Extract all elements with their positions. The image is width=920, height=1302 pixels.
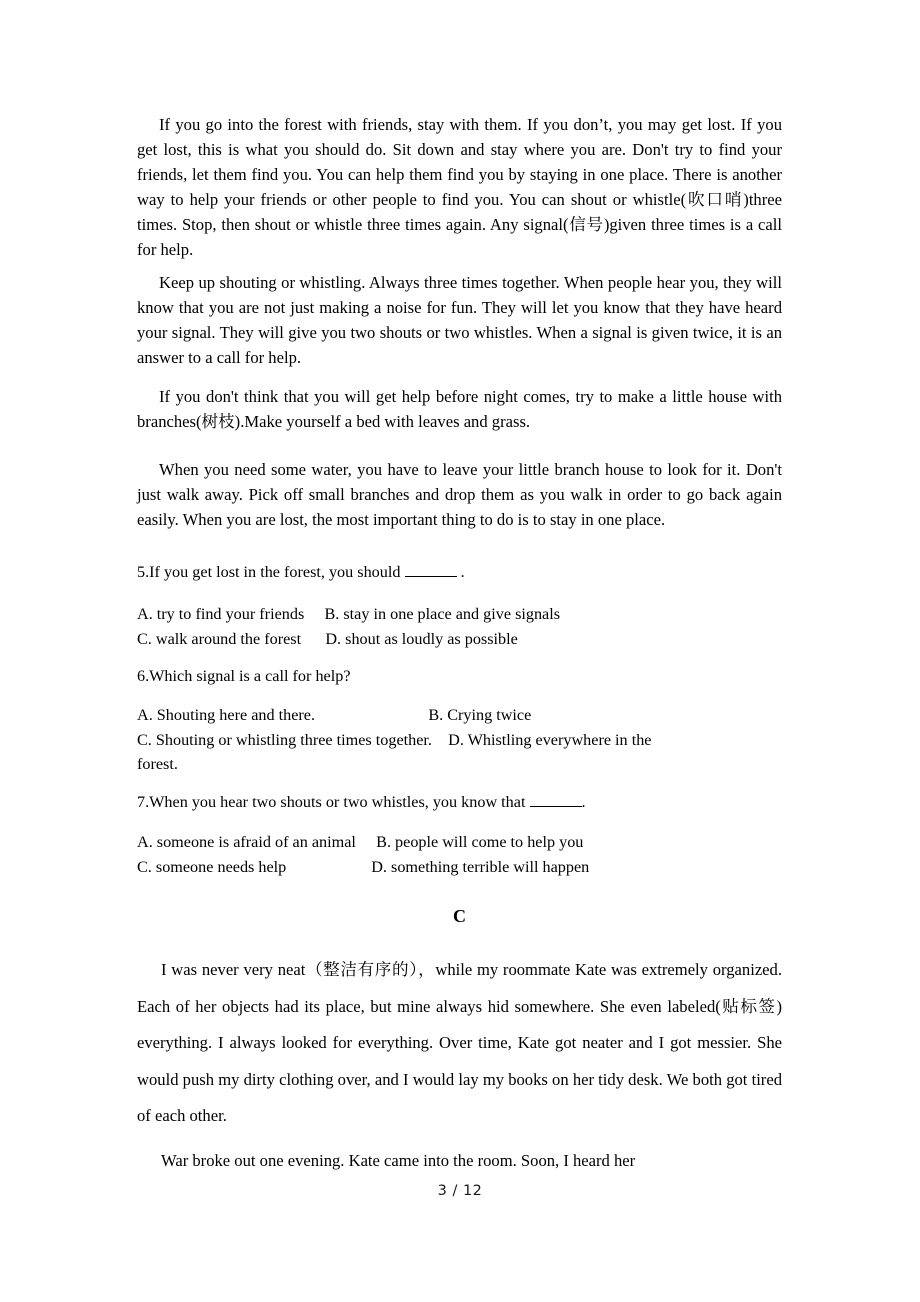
- passage-b-paragraph-3-container: [137, 384, 782, 434]
- page-footer: 3 / 12: [437, 1183, 483, 1199]
- question-6: [137, 664, 782, 688]
- section-heading-container: [137, 904, 782, 928]
- question-7-stem-tail: .: [581, 793, 586, 811]
- passage-b-paragraph-4: When you need some water, you have to leave your little branch house to look for it. Don't just walk away. Pick off small branches and drop them as you walk in order to go back again easily. When you are lost, the most important thing to do is to stay in one place.: [137, 460, 782, 530]
- question-5-options-line-2[interactable]: C. walk around the forest D. shout as loudly as possible: [137, 629, 518, 648]
- document-page: [137, 0, 782, 1302]
- question-5-stem-tail: .: [456, 563, 465, 581]
- section-heading-c: C: [453, 906, 466, 926]
- passage-b-paragraph-2-container: [137, 270, 782, 370]
- passage-b-paragraph-1: If you go into the forest with friends, stay with them. If you don’t, you may get lost. If you get lost, this is what you should do. Sit down and stay where you are. Don't try to find your friends, let them find you. You can help them find you by staying in one place. There is another way to help your friends or other people to find you. You can shout or whistle(吹口哨)three times. Stop, then shout or whistle three times again. Any signal(信号)given three times is a call for help.: [137, 115, 782, 260]
- question-5-answer-blank[interactable]: [405, 563, 457, 577]
- question-6-options-line-1[interactable]: A. Shouting here and there. B. Crying twice: [137, 706, 532, 724]
- question-7-stem-text: 7.When you hear two shouts or two whistles, you know that: [137, 793, 530, 811]
- passage-c-paragraph-1-container: [137, 952, 782, 1135]
- question-7: [137, 790, 782, 814]
- question-7-answer-blank[interactable]: [530, 793, 582, 807]
- question-6-options-line-2[interactable]: C. Shouting or whistling three times together. D. Whistling everywhere in the: [137, 730, 652, 749]
- question-7-options-line-1[interactable]: A. someone is afraid of an animal B. people will come to help you: [137, 833, 584, 851]
- question-7-options: [137, 830, 782, 879]
- question-6-options-line-3[interactable]: forest.: [137, 755, 178, 773]
- passage-c-paragraph-2-container: [137, 1143, 782, 1180]
- question-5-stem-text: 5.If you get lost in the forest, you should: [137, 563, 405, 581]
- passage-c-paragraph-2: War broke out one evening. Kate came into the room. Soon, I heard her: [161, 1151, 636, 1170]
- question-5-options: [137, 602, 782, 651]
- passage-b-paragraph-4-container: [137, 457, 782, 532]
- question-7-stem: [137, 790, 782, 814]
- passage-b-paragraph-2: Keep up shouting or whistling. Always three times together. When people hear you, they will know that you are not just making a noise for fun. They will let you know that they have heard your signal. They will give you two shouts or two whistles. When a signal is given twice, it is an answer to a call for help.: [137, 273, 782, 368]
- question-5: [137, 560, 782, 584]
- question-6-options: [137, 703, 782, 777]
- question-6-stem: 6.Which signal is a call for help?: [137, 667, 351, 685]
- passage-b-paragraph-1-container: [137, 112, 782, 263]
- question-5-stem: [137, 560, 782, 584]
- question-7-options-line-2[interactable]: C. someone needs help D. something terrible will happen: [137, 857, 590, 876]
- passage-b-paragraph-3: If you don't think that you will get help before night comes, try to make a little house with branches(树枝).Make yourself a bed with leaves and grass.: [137, 387, 782, 432]
- question-5-options-line-1[interactable]: A. try to find your friends B. stay in one place and give signals: [137, 605, 561, 623]
- passage-c-paragraph-1: I was never very neat（整洁有序的），while my roommate Kate was extremely organized. Each of her objects had its place, but mine always hid somewhere. She even labeled(贴标签) everything. I always looked for everything. Over time, Kate got neater and I got messier. She would push my dirty clothing over, and I would lay my books on her tidy desk. We both got tired of each other.: [137, 960, 782, 1125]
